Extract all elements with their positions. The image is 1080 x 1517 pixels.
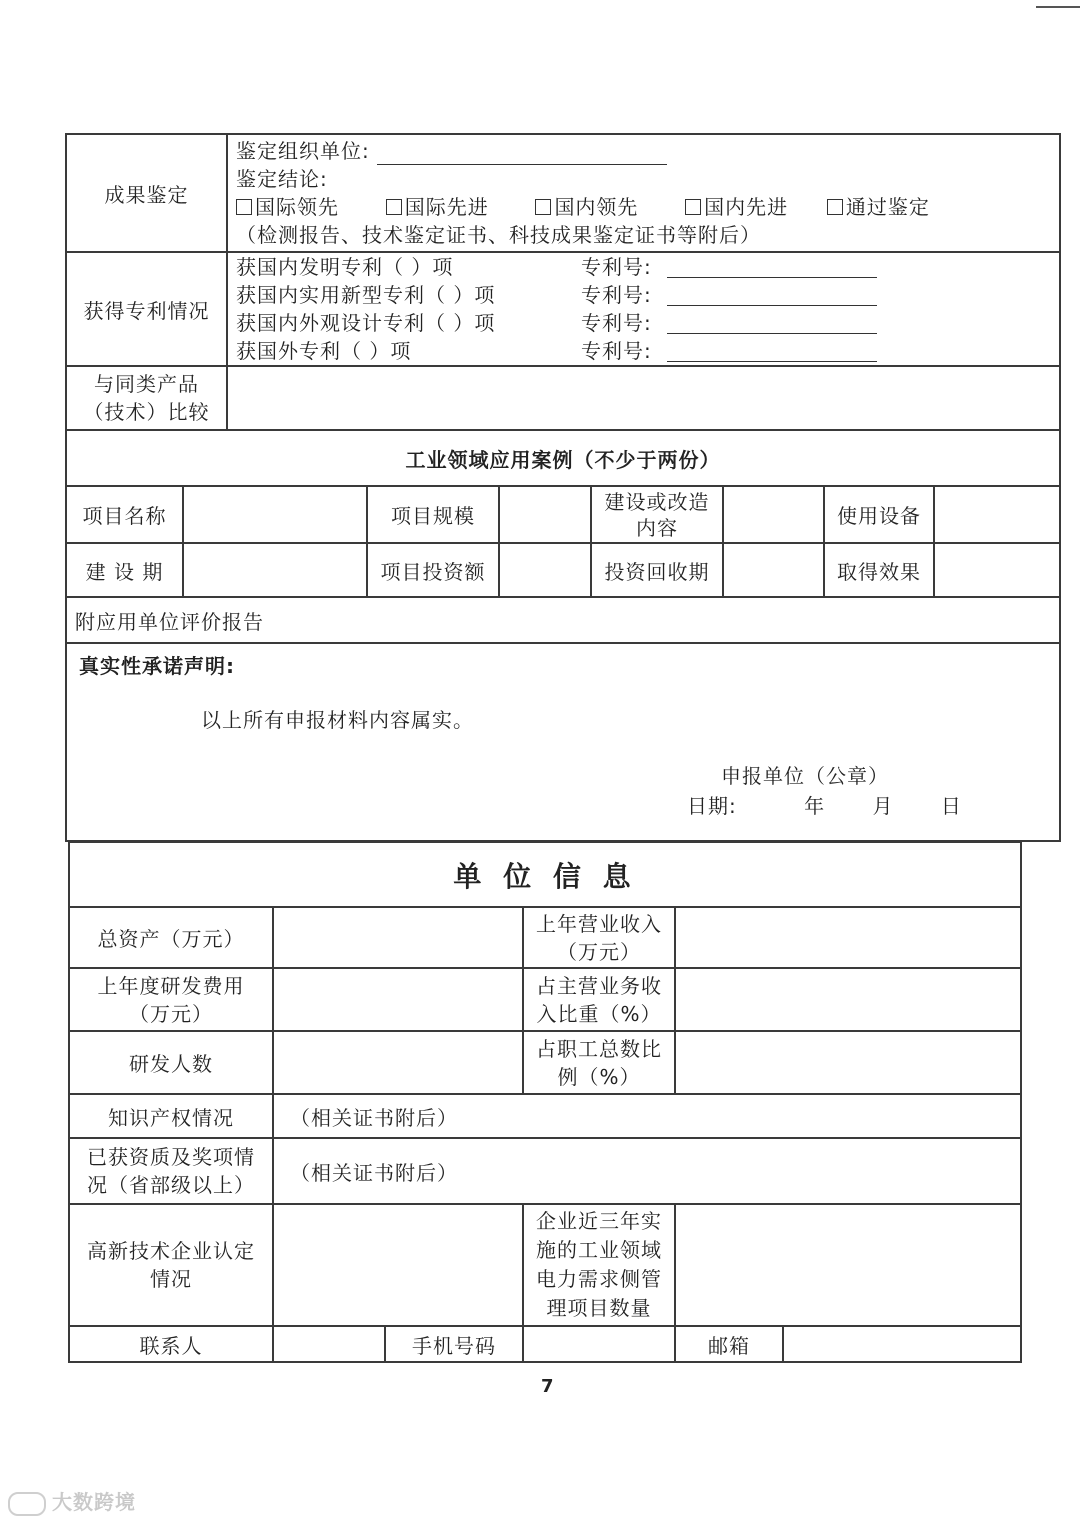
page-number: 7 (541, 1376, 554, 1397)
effect-field[interactable] (934, 543, 1060, 597)
attachment-note: 附应用单位评价报告 (66, 597, 1060, 643)
option-international-advanced[interactable]: 国际先进 (386, 195, 489, 219)
contact-label: 联系人 (69, 1326, 273, 1362)
checkbox-icon (386, 199, 402, 215)
rd-staff-field[interactable] (273, 1031, 523, 1094)
construction-period-field[interactable] (183, 543, 367, 597)
ip-field[interactable]: （相关证书附后） (273, 1094, 1021, 1138)
patents-label: 获得专利情况 (66, 252, 227, 366)
option-international-leading[interactable]: 国际领先 (236, 195, 339, 219)
investment-label: 项目投资额 (367, 543, 499, 597)
ip-label: 知识产权情况 (69, 1094, 273, 1138)
patent-row: 获国外专利（ ）项 专利号: (236, 337, 1051, 365)
patent-number-blank[interactable] (667, 313, 877, 334)
unit-info-title: 单 位 信 息 (69, 842, 1021, 907)
rd-ratio-field[interactable] (675, 968, 1021, 1031)
option-domestic-leading[interactable]: 国内领先 (535, 195, 638, 219)
email-label: 邮箱 (675, 1326, 783, 1362)
revenue-field[interactable] (675, 907, 1021, 968)
revenue-label: 上年营业收入（万元） (523, 907, 675, 968)
effect-label: 取得效果 (824, 543, 934, 597)
project-scale-field[interactable] (499, 486, 591, 543)
patent-number-blank[interactable] (667, 341, 877, 362)
declaration-text: 以上所有申报材料内容属实。 (201, 708, 474, 732)
total-assets-field[interactable] (273, 907, 523, 968)
rd-ratio-label: 占主营业务收入比重（%） (523, 968, 675, 1031)
achievement-note: （检测报告、技术鉴定证书、科技成果鉴定证书等附后） (236, 223, 761, 247)
patent-row: 获国内发明专利（ ）项 专利号: (236, 253, 1051, 281)
patent-number-blank[interactable] (667, 257, 877, 278)
achievement-content: 鉴定组织单位: 鉴定结论: 国际领先 国际先进 国内领先 国内先进 通过鉴定 （检测报告、技术鉴定证书、科技成果鉴定证书等附后） (227, 134, 1060, 252)
rd-staff-label: 研发人数 (69, 1031, 273, 1094)
payback-label: 投资回收期 (591, 543, 723, 597)
project-name-field[interactable] (183, 486, 367, 543)
unit-info-table (68, 841, 1022, 1363)
declaration-box (66, 643, 1060, 841)
patent-row: 获国内外观设计专利（ ）项 专利号: (236, 309, 1051, 337)
checkbox-icon (535, 199, 551, 215)
option-passed[interactable]: 通过鉴定 (827, 195, 930, 219)
declaration-unit: 申报单位（公章） (721, 764, 889, 788)
conclusion-label: 鉴定结论: (236, 167, 328, 191)
awards-label: 已获资质及奖项情况（省部级以上） (69, 1138, 273, 1204)
patent-row: 获国内实用新型专利（ ）项 专利号: (236, 281, 1051, 309)
hitech-label: 高新技术企业认定情况 (69, 1204, 273, 1326)
checkbox-icon (685, 199, 701, 215)
staff-ratio-label: 占职工总数比例（%） (523, 1031, 675, 1094)
construction-content-label: 建设或改造内容 (591, 486, 723, 543)
application-form-table (65, 133, 1061, 842)
watermark-logo-icon (8, 1492, 46, 1516)
checkbox-icon (827, 199, 843, 215)
declaration-date: 日期: 年 月 日 (687, 794, 962, 818)
project-scale-label: 项目规模 (367, 486, 499, 543)
construction-content-field[interactable] (723, 486, 824, 543)
equipment-field[interactable] (934, 486, 1060, 543)
option-domestic-advanced[interactable]: 国内先进 (685, 195, 788, 219)
rd-cost-field[interactable] (273, 968, 523, 1031)
contact-field[interactable] (273, 1326, 385, 1362)
conclusion-options (236, 193, 1051, 221)
project-name-label: 项目名称 (66, 486, 183, 543)
construction-period-label: 建 设 期 (66, 543, 183, 597)
watermark: 大数跨境 (8, 1486, 136, 1516)
checkbox-icon (236, 199, 252, 215)
investment-field[interactable] (499, 543, 591, 597)
dsm-projects-label: 企业近三年实施的工业领域电力需求侧管理项目数量 (523, 1204, 675, 1326)
rd-cost-label: 上年度研发费用（万元） (69, 968, 273, 1031)
payback-field[interactable] (723, 543, 824, 597)
declaration-title: 真实性承诺声明: (79, 654, 235, 678)
patents-content (227, 252, 1060, 366)
org-blank[interactable] (377, 144, 667, 165)
phone-field[interactable] (523, 1326, 675, 1362)
cases-title: 工业领域应用案例（不少于两份） (66, 430, 1060, 486)
total-assets-label: 总资产（万元） (69, 907, 273, 968)
phone-label: 手机号码 (385, 1326, 523, 1362)
equipment-label: 使用设备 (824, 486, 934, 543)
patent-number-blank[interactable] (667, 285, 877, 306)
staff-ratio-field[interactable] (675, 1031, 1021, 1094)
dsm-projects-field[interactable] (675, 1204, 1021, 1326)
comparison-field[interactable] (227, 366, 1060, 430)
comparison-label: 与同类产品 （技术）比较 (66, 366, 227, 430)
awards-field[interactable]: （相关证书附后） (273, 1138, 1021, 1204)
hitech-field[interactable] (273, 1204, 523, 1326)
achievement-label: 成果鉴定 (66, 134, 227, 252)
scan-edge-line (1036, 6, 1080, 8)
email-field[interactable] (783, 1326, 1021, 1362)
